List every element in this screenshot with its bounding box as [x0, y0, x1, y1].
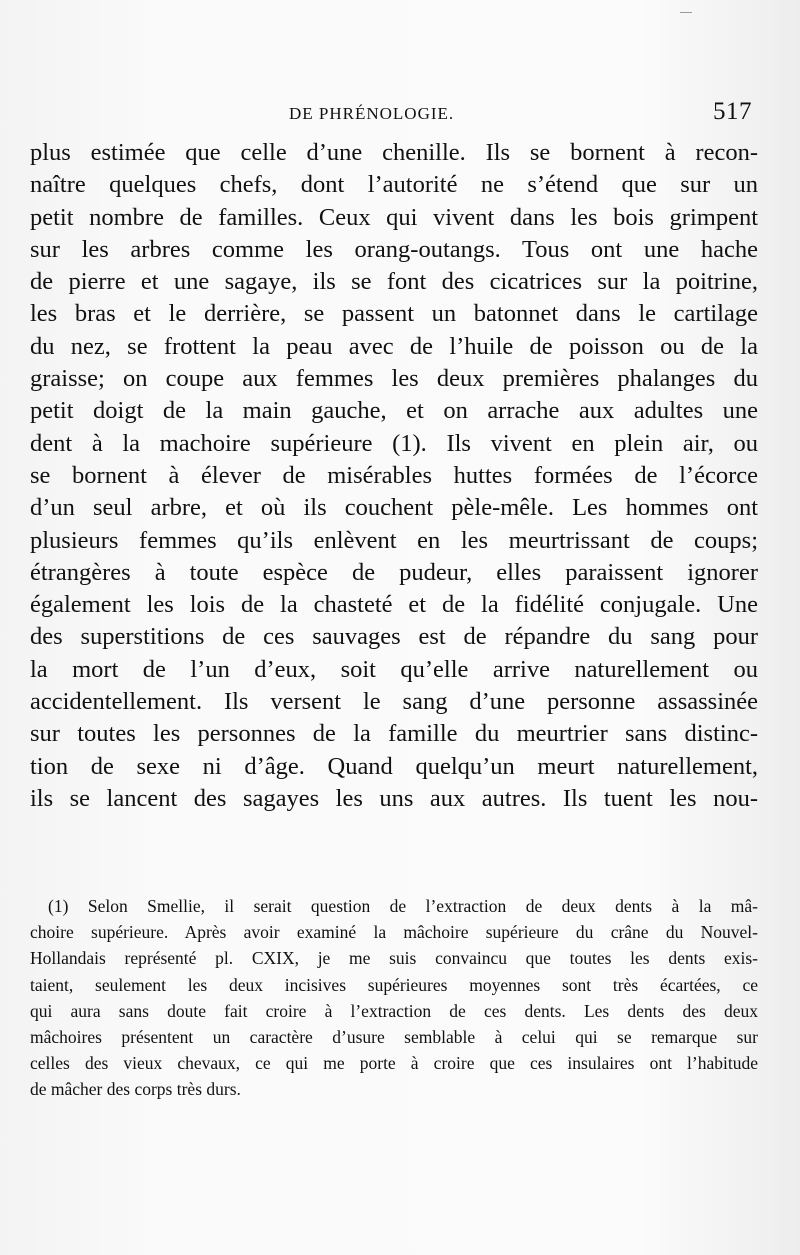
- footnote-line: (1) Selon Smellie, il serait question de l’extraction de deux dents à la mâ-: [48, 896, 758, 916]
- body-line: petit nombre de familles. Ceux qui vivent dans les bois grimpent: [30, 203, 758, 231]
- body-line: la mort de l’un d’eux, soit qu’elle arrive naturellement ou: [30, 655, 758, 683]
- footnote-line: celles des vieux chevaux, ce qui me porte à croire que ces insulaires ont l’habitude: [30, 1053, 758, 1074]
- body-line: plus estimée que celle d’une chenille. Ils se bornent à recon-: [30, 139, 758, 166]
- body-line: étrangères à toute espèce de pudeur, elles paraissent ignorer: [30, 558, 758, 586]
- body-line: plusieurs femmes qu’ils enlèvent en les meurtrissant de coups;: [30, 526, 758, 554]
- footnote: [30, 893, 758, 1103]
- footnote-line: mâchoires présentent un caractère d’usure semblable à celui qui se remarque sur: [30, 1026, 758, 1047]
- page-number: 517: [713, 98, 752, 125]
- running-title: DE PHRÉNOLOGIE.: [289, 104, 455, 123]
- footnote-line: choire supérieure. Après avoir examiné la mâchoire supérieure du crâne du Nouvel-: [30, 922, 758, 943]
- body-line: ils se lancent des sagayes les uns aux autres. Ils tuent les nou-: [30, 784, 758, 812]
- corner-mark: [680, 12, 692, 13]
- body-line: se bornent à élever de misérables huttes formées de l’écorce: [30, 461, 758, 489]
- body-line: petit doigt de la main gauche, et on arrache aux adultes une: [30, 397, 758, 425]
- footnote-line: qui aura sans doute fait croire à l’extraction de ces dents. Les dents des deux: [30, 1000, 758, 1021]
- body-line: graisse; on coupe aux femmes les deux premières phalanges du: [30, 365, 758, 393]
- body-line: sur les arbres comme les orang-outangs. Tous ont une hache: [30, 235, 758, 263]
- page-header: [0, 98, 800, 134]
- body-line: tion de sexe ni d’âge. Quand quelqu’un meurt naturellement,: [30, 752, 758, 780]
- body-line: des superstitions de ces sauvages est de répandre du sang pour: [30, 623, 758, 651]
- footnote-line: Hollandais représenté pl. CXIX, je me suis convaincu que toutes les dents exis-: [30, 948, 758, 969]
- body-line: de pierre et une sagaye, ils se font des cicatrices sur la poitrine,: [30, 268, 758, 296]
- body-line: les bras et le derrière, se passent un batonnet dans le cartilage: [30, 300, 758, 328]
- footnote-line: de mâcher des corps très durs.: [30, 1079, 241, 1100]
- body-line: dent à la machoire supérieure (1). Ils vivent en plein air, ou: [30, 429, 758, 457]
- body-line: naître quelques chefs, dont l’autorité ne s’étend que sur un: [30, 171, 758, 199]
- body-line: d’un seul arbre, et où ils couchent pèle-mêle. Les hommes ont: [30, 494, 758, 522]
- body-line: du nez, se frottent la peau avec de l’huile de poisson ou de la: [30, 332, 758, 360]
- footnote-line: taient, seulement les deux incisives supérieures moyennes sont très écartées, ce: [30, 974, 758, 995]
- body-line: sur toutes les personnes de la famille du meurtrier sans distinc-: [30, 720, 758, 748]
- body-line: accidentellement. Ils versent le sang d’une personne assassinée: [30, 688, 758, 716]
- body-line: également les lois de la chasteté et de la fidélité conjugale. Une: [30, 591, 758, 619]
- body-text: [30, 137, 758, 815]
